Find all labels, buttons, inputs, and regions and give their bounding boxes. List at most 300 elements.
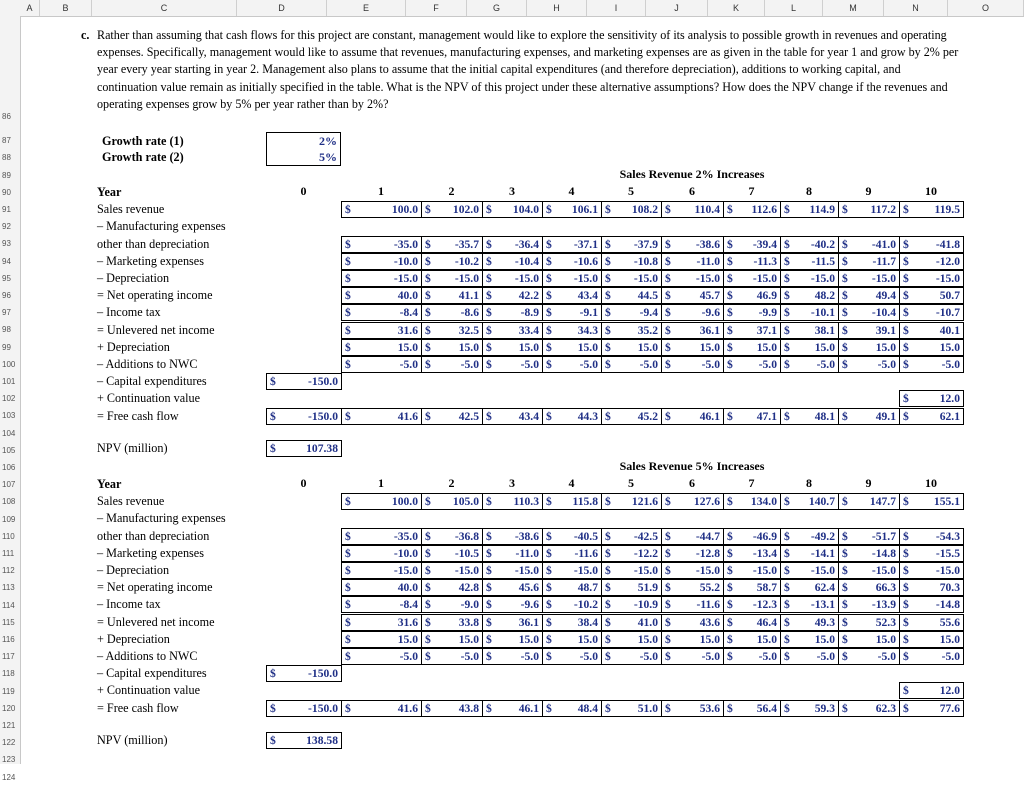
mkt-year-8[interactable] [780,545,839,562]
nwc-year-8[interactable] [780,648,839,665]
column-header-g[interactable]: G [467,0,527,16]
row-header-91[interactable]: 91 [2,205,11,214]
uni-year-6[interactable] [661,614,724,631]
fcf-year-0[interactable] [266,408,342,425]
noi-year-2[interactable] [421,287,483,304]
row-header-100[interactable]: 100 [2,359,16,369]
cell-value: -150.0 [308,667,338,681]
nwc-year-3[interactable] [482,356,543,373]
nwc-year-6[interactable] [661,648,724,665]
fcf-year-10[interactable] [899,700,964,717]
tax-year-10[interactable] [899,304,964,321]
nwc-year-9[interactable] [838,648,900,665]
dollar-sign: $ [605,272,611,285]
uni-year-4[interactable] [542,322,602,339]
pdep-year-8[interactable] [780,631,839,648]
mfg-year-3[interactable] [482,528,543,545]
fcf-year-5[interactable] [601,700,662,717]
uni-year-5[interactable] [601,322,662,339]
pdep-year-6[interactable] [661,339,724,356]
mkt-year-9[interactable] [838,545,900,562]
pdep-year-3[interactable] [482,339,543,356]
mfg-year-5[interactable] [601,528,662,545]
dollar-sign: $ [425,272,431,285]
column-header-l[interactable]: L [765,0,823,16]
dep-year-3[interactable] [482,562,543,579]
tax-year-4[interactable] [542,304,602,321]
fcf-year-6[interactable] [661,700,724,717]
fcf-year-2[interactable] [421,408,483,425]
noi-year-10[interactable] [899,287,964,304]
row-header-123[interactable]: 123 [2,755,16,765]
row-header-119[interactable]: 119 [2,686,15,696]
dep-year-7[interactable] [723,562,781,579]
row-header-107[interactable]: 107 [2,480,16,490]
fcf-year-2[interactable] [421,700,483,717]
mfg-year-10[interactable] [899,236,964,253]
row-header-120[interactable]: 120 [2,703,16,713]
tax-year-6[interactable] [661,596,724,613]
row-header-111[interactable]: 111 [2,549,15,558]
nwc-year-1[interactable] [341,648,422,665]
mfg-year-5[interactable] [601,236,662,253]
nwc-year-2[interactable] [421,648,483,665]
dep-year-2[interactable] [421,270,483,287]
pdep-year-7[interactable] [723,631,781,648]
uni-year-8[interactable] [780,614,839,631]
mkt-year-6[interactable] [661,545,724,562]
mfg-year-9[interactable] [838,528,900,545]
row-header-109[interactable]: 109 [2,514,16,524]
fcf-year-5[interactable] [601,408,662,425]
dep-year-5[interactable] [601,270,662,287]
mfg-year-8[interactable] [780,528,839,545]
pdep-year-10[interactable] [899,631,964,648]
nwc-year-10[interactable] [899,648,964,665]
capex-year-0[interactable] [266,373,342,390]
mfg-year-1[interactable] [341,236,422,253]
noi-year-1[interactable] [341,579,422,596]
pdep-year-6[interactable] [661,631,724,648]
noi-year-3[interactable] [482,287,543,304]
dep-year-6[interactable] [661,270,724,287]
mfg-year-1[interactable] [341,528,422,545]
noi-year-2[interactable] [421,579,483,596]
pdep-year-4[interactable] [542,339,602,356]
row-header-103[interactable]: 103 [2,411,16,421]
fcf-year-6[interactable] [661,408,724,425]
mfg-year-6[interactable] [661,236,724,253]
cell-value: 39.1 [875,323,896,337]
noi-year-6[interactable] [661,579,724,596]
dollar-sign: $ [665,237,671,251]
nwc-year-2[interactable] [421,356,483,373]
tax-year-8[interactable] [780,304,839,321]
cell-value: 77.6 [939,701,960,715]
cell-value: -13.1 [810,598,835,612]
uni-year-4[interactable] [542,614,602,631]
dollar-sign: $ [665,581,671,595]
nwc-year-7[interactable] [723,356,781,373]
sales-year-5[interactable] [601,493,662,510]
nwc-year-5[interactable] [601,356,662,373]
dollar-sign: $ [842,289,848,303]
noi-year-4[interactable] [542,579,602,596]
mkt-year-4[interactable] [542,253,602,270]
tax-year-10[interactable] [899,596,964,613]
column-header-f[interactable]: F [406,0,467,16]
worksheet[interactable] [21,17,1024,764]
tax-year-4[interactable] [542,596,602,613]
uni-year-3[interactable] [482,322,543,339]
tax-year-7[interactable] [723,596,781,613]
uni-year-9[interactable] [838,322,900,339]
dollar-sign: $ [665,358,671,371]
row-header-88[interactable]: 88 [2,153,11,163]
noi-year-10[interactable] [899,579,964,596]
mfg-year-7[interactable] [723,528,781,545]
mkt-year-2[interactable] [421,253,483,270]
sales-year-1[interactable] [341,201,422,218]
sales-year-2[interactable] [421,201,483,218]
row-header-118[interactable]: 118 [2,669,15,679]
dollar-sign: $ [425,598,431,612]
dollar-sign: $ [842,254,848,268]
cell-value: 40.0 [397,581,418,595]
row-header-116[interactable]: 116 [2,635,15,644]
column-header-h[interactable]: H [527,0,587,16]
uni-year-10[interactable] [899,614,964,631]
mkt-year-5[interactable] [601,545,662,562]
mfg-year-8[interactable] [780,236,839,253]
uni-year-2[interactable] [421,322,483,339]
fcf-year-1[interactable] [341,408,422,425]
dep-year-8[interactable] [780,562,839,579]
cell-value: 48.1 [814,409,835,423]
sales-year-8[interactable] [780,201,839,218]
tax-year-3[interactable] [482,596,543,613]
sales-year-9[interactable] [838,201,900,218]
growth-rate-box[interactable] [266,132,341,166]
mkt-year-10[interactable] [899,253,964,270]
npv-number: 138.58 [306,734,338,747]
column-header-k[interactable]: K [708,0,765,16]
noi-year-8[interactable] [780,579,839,596]
fcf-year-3[interactable] [482,408,543,425]
noi-year-7[interactable] [723,579,781,596]
continuation-year-10[interactable] [899,682,964,699]
dollar-sign: $ [903,701,909,715]
nwc-year-4[interactable] [542,356,602,373]
column-header-d[interactable]: D [237,0,327,16]
tax-year-5[interactable] [601,596,662,613]
mkt-year-4[interactable] [542,545,602,562]
dollar-sign: $ [345,564,351,577]
dollar-sign: $ [486,701,492,715]
row-header-86[interactable]: 86 [2,112,11,121]
row-header-121[interactable]: 121 [2,721,16,730]
mfg-year-2[interactable] [421,236,483,253]
column-header-e[interactable]: E [327,0,406,16]
row-header-108[interactable]: 108 [2,497,16,507]
sales-year-4[interactable] [542,201,602,218]
dollar-sign: $ [903,650,909,663]
pdep-year-4[interactable] [542,631,602,648]
nwc-year-3[interactable] [482,648,543,665]
dep-year-10[interactable] [899,270,964,287]
row-header-114[interactable]: 114 [2,600,15,610]
sales-year-10[interactable] [899,493,964,510]
noi-year-6[interactable] [661,287,724,304]
dep-year-3[interactable] [482,270,543,287]
tax-year-1[interactable] [341,304,422,321]
tax-year-5[interactable] [601,304,662,321]
column-header-n[interactable]: N [884,0,948,16]
row-header-90[interactable]: 90 [2,187,11,197]
pdep-year-5[interactable] [601,631,662,648]
tax-year-2[interactable] [421,596,483,613]
sales-year-3[interactable] [482,493,543,510]
dollar-sign: $ [345,272,351,285]
row-header-105[interactable]: 105 [2,445,16,455]
dollar-sign: $ [665,615,671,629]
sales-year-1[interactable] [341,493,422,510]
fcf-year-9[interactable] [838,700,900,717]
row-header-94[interactable]: 94 [2,256,11,266]
mkt-year-10[interactable] [899,545,964,562]
fcf-year-10[interactable] [899,408,964,425]
continuation-year-10[interactable] [899,390,964,407]
tax-year-1[interactable] [341,596,422,613]
nwc-year-9[interactable] [838,356,900,373]
sales-year-6[interactable] [661,493,724,510]
noi-year-7[interactable] [723,287,781,304]
nwc-year-8[interactable] [780,356,839,373]
fcf-year-3[interactable] [482,700,543,717]
row-header-104[interactable]: 104 [2,428,16,438]
mkt-year-5[interactable] [601,253,662,270]
dollar-sign: $ [903,581,909,595]
tax-year-9[interactable] [838,596,900,613]
row-header-113[interactable]: 113 [2,583,15,593]
noi-year-9[interactable] [838,579,900,596]
capex-year-0[interactable] [266,665,342,682]
row-header-117[interactable]: 117 [2,652,15,662]
sales-year-5[interactable] [601,201,662,218]
pdep-year-7[interactable] [723,339,781,356]
dollar-sign: $ [727,529,733,543]
row-header-101[interactable]: 101 [2,377,16,386]
noi-year-5[interactable] [601,287,662,304]
pdep-year-1[interactable] [341,339,422,356]
row-header-97[interactable]: 97 [2,308,11,318]
dep-year-1[interactable] [341,562,422,579]
pdep-year-2[interactable] [421,631,483,648]
pdep-year-3[interactable] [482,631,543,648]
tax-year-9[interactable] [838,304,900,321]
fcf-year-8[interactable] [780,700,839,717]
mfg-year-4[interactable] [542,528,602,545]
cell-value: 100.0 [391,203,418,217]
cell-value: -15.0 [573,564,598,577]
column-header-i[interactable]: I [587,0,646,16]
npv-value[interactable] [266,732,342,749]
sales-year-2[interactable] [421,493,483,510]
dep-year-5[interactable] [601,562,662,579]
row-header-92[interactable]: 92 [2,222,11,232]
column-header-m[interactable]: M [823,0,884,16]
question-label: c. [81,28,90,42]
column-header-c[interactable]: C [92,0,237,16]
uni-year-2[interactable] [421,614,483,631]
row-header-124[interactable]: 124 [2,772,16,782]
column-header-o[interactable]: O [948,0,1024,16]
dep-year-4[interactable] [542,562,602,579]
row-header-89[interactable]: 89 [2,170,11,180]
dep-year-1[interactable] [341,270,422,287]
row-header-122[interactable]: 122 [2,738,16,748]
mkt-year-7[interactable] [723,545,781,562]
sales-year-3[interactable] [482,201,543,218]
fcf-year-4[interactable] [542,408,602,425]
nwc-year-5[interactable] [601,648,662,665]
fcf-year-7[interactable] [723,408,781,425]
mkt-year-6[interactable] [661,253,724,270]
uni-year-7[interactable] [723,614,781,631]
uni-year-1[interactable] [341,614,422,631]
mkt-year-3[interactable] [482,545,543,562]
row-header-102[interactable]: 102 [2,394,16,404]
mfg-year-4[interactable] [542,236,602,253]
noi-year-5[interactable] [601,579,662,596]
tax-year-6[interactable] [661,304,724,321]
year-5: 5 [628,476,634,490]
mfg-year-10[interactable] [899,528,964,545]
row-header-98[interactable]: 98 [2,325,11,335]
pdep-year-9[interactable] [838,339,900,356]
cell-value: 32.5 [458,323,479,337]
fcf-year-9[interactable] [838,408,900,425]
sales-year-9[interactable] [838,493,900,510]
sales-year-6[interactable] [661,201,724,218]
uni-year-8[interactable] [780,322,839,339]
dep-year-8[interactable] [780,270,839,287]
row-header-93[interactable]: 93 [2,239,11,249]
tax-year-7[interactable] [723,304,781,321]
tax-year-2[interactable] [421,304,483,321]
mkt-year-9[interactable] [838,253,900,270]
fcf-year-7[interactable] [723,700,781,717]
dollar-sign: $ [425,495,431,509]
pdep-year-2[interactable] [421,339,483,356]
mkt-year-3[interactable] [482,253,543,270]
sales-year-8[interactable] [780,493,839,510]
dep-year-7[interactable] [723,270,781,287]
nwc-year-10[interactable] [899,356,964,373]
cell-value: 48.7 [577,581,598,595]
row-header-112[interactable]: 112 [2,566,15,576]
column-header-b[interactable]: B [40,0,92,16]
row-header-115[interactable]: 115 [2,617,15,627]
uni-year-10[interactable] [899,322,964,339]
tax-year-8[interactable] [780,596,839,613]
mfg-year-7[interactable] [723,236,781,253]
column-header-j[interactable]: J [646,0,708,16]
sales-year-7[interactable] [723,201,781,218]
mkt-year-1[interactable] [341,545,422,562]
uni-year-3[interactable] [482,614,543,631]
pdep-year-5[interactable] [601,339,662,356]
mkt-year-1[interactable] [341,253,422,270]
noi-year-4[interactable] [542,287,602,304]
row-header-87[interactable]: 87 [2,136,11,146]
dep-year-9[interactable] [838,270,900,287]
noi-year-9[interactable] [838,287,900,304]
fcf-year-8[interactable] [780,408,839,425]
npv-value[interactable] [266,440,342,457]
dep-year-2[interactable] [421,562,483,579]
row-header-95[interactable]: 95 [2,273,11,283]
mfg-year-3[interactable] [482,236,543,253]
dep-year-6[interactable] [661,562,724,579]
column-header-a[interactable]: A [20,0,40,16]
pdep-year-10[interactable] [899,339,964,356]
dep-year-10[interactable] [899,562,964,579]
uni-year-7[interactable] [723,322,781,339]
mkt-year-2[interactable] [421,545,483,562]
sales-year-4[interactable] [542,493,602,510]
uni-year-1[interactable] [341,322,422,339]
mfg-year-6[interactable] [661,528,724,545]
uni-year-6[interactable] [661,322,724,339]
fcf-year-0[interactable] [266,700,342,717]
cell-value: 49.4 [875,289,896,303]
mkt-year-8[interactable] [780,253,839,270]
cell-value: 127.6 [693,495,720,509]
pdep-year-1[interactable] [341,631,422,648]
noi-year-1[interactable] [341,287,422,304]
mfg-year-9[interactable] [838,236,900,253]
nwc-year-4[interactable] [542,648,602,665]
sales-year-10[interactable] [899,201,964,218]
row-header-96[interactable]: 96 [2,291,11,300]
cell-value: 15.0 [577,340,598,354]
row-header-99[interactable]: 99 [2,342,11,352]
nwc-year-6[interactable] [661,356,724,373]
dollar-sign: $ [665,598,671,612]
fcf-year-1[interactable] [341,700,422,717]
dep-year-9[interactable] [838,562,900,579]
nwc-year-1[interactable] [341,356,422,373]
nwc-year-7[interactable] [723,648,781,665]
sales-year-7[interactable] [723,493,781,510]
dep-year-4[interactable] [542,270,602,287]
mkt-year-7[interactable] [723,253,781,270]
cell-value: 40.0 [397,289,418,303]
uni-year-5[interactable] [601,614,662,631]
tax-year-3[interactable] [482,304,543,321]
row-header-110[interactable]: 110 [2,531,15,541]
mfg-year-2[interactable] [421,528,483,545]
pdep-year-9[interactable] [838,631,900,648]
noi-year-3[interactable] [482,579,543,596]
uni-year-9[interactable] [838,614,900,631]
row-header-106[interactable]: 106 [2,463,16,472]
fcf-year-4[interactable] [542,700,602,717]
dollar-sign: $ [546,546,552,560]
pdep-year-8[interactable] [780,339,839,356]
noi-year-8[interactable] [780,287,839,304]
